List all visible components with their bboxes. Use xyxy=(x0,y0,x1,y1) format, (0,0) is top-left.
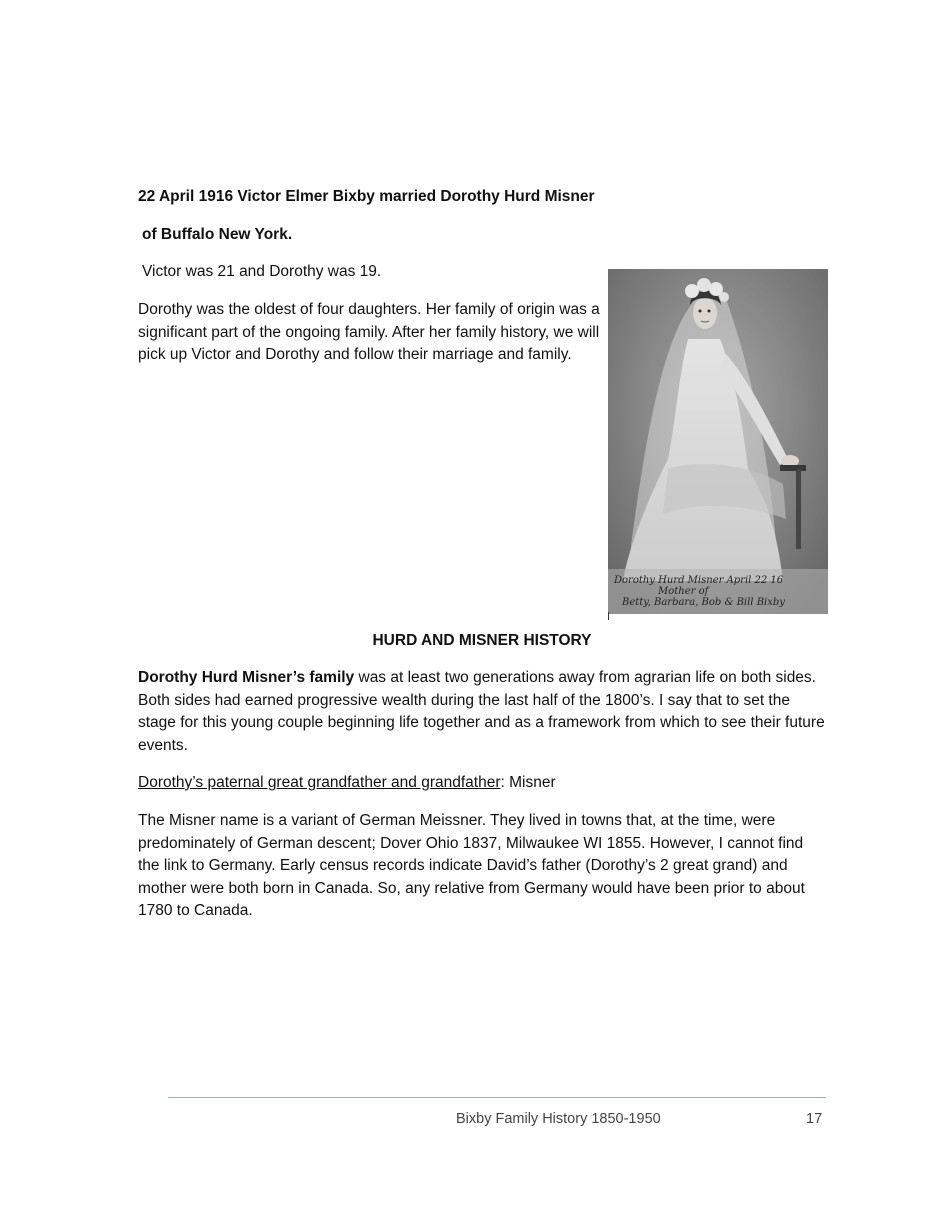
misner-sub-heading-underlined: Dorothy’s paternal great grandfather and grandfather xyxy=(138,774,501,791)
photo-edge-mark xyxy=(608,612,609,620)
footer-title: Bixby Family History 1850-1950 xyxy=(456,1111,661,1127)
origin-heading: of Buffalo New York. xyxy=(142,226,293,243)
ages-line: Victor was 21 and Dorothy was 19. xyxy=(142,263,382,280)
intro-paragraph: Dorothy was the oldest of four daughters. Her family of origin was a significant part of the ongoing family. After her family history, we will pick up Victor and Dorothy and follow their marriage and family. xyxy=(138,301,600,364)
section-heading: HURD AND MISNER HISTORY xyxy=(372,632,592,649)
photo-caption-line-2: Mother of xyxy=(658,586,709,597)
family-paragraph-lead: Dorothy Hurd Misner’s family xyxy=(138,669,355,686)
photo-caption-line-1: Dorothy Hurd Misner April 22 16 xyxy=(614,575,784,586)
misner-sub-heading xyxy=(138,772,828,795)
family-paragraph xyxy=(138,667,828,757)
page-number: 17 xyxy=(806,1111,823,1127)
footer-divider xyxy=(168,1097,826,1098)
wedding-photograph xyxy=(608,269,828,614)
photo-caption xyxy=(614,575,826,608)
misner-sub-heading-rest: : Misner xyxy=(500,774,556,791)
photo-caption-line-3: Betty, Barbara, Bob & Bill Bixby xyxy=(622,597,785,608)
misner-paragraph: The Misner name is a variant of German Meissner. They lived in towns that, at the time, were predominately of German descent; Dover Ohio 1837, Milwaukee WI 1855. However, I cannot find the link to Germany. Early census records indicate David’s father (Dorothy’s 2 great grand) and mother were both born in Canada. So, any relative from Germany would have been prior to about 1780 to Canada. xyxy=(138,812,805,920)
family-paragraph-body: was at least two generations away from agrarian life on both sides. Both sides had earned progressive wealth during the last half of the 1800’s. I say that to set the stage for this young couple beginning life together and as a framework from which to see their future events. xyxy=(138,669,825,754)
marriage-heading: 22 April 1916 Victor Elmer Bixby married Dorothy Hurd Misner xyxy=(138,188,595,205)
